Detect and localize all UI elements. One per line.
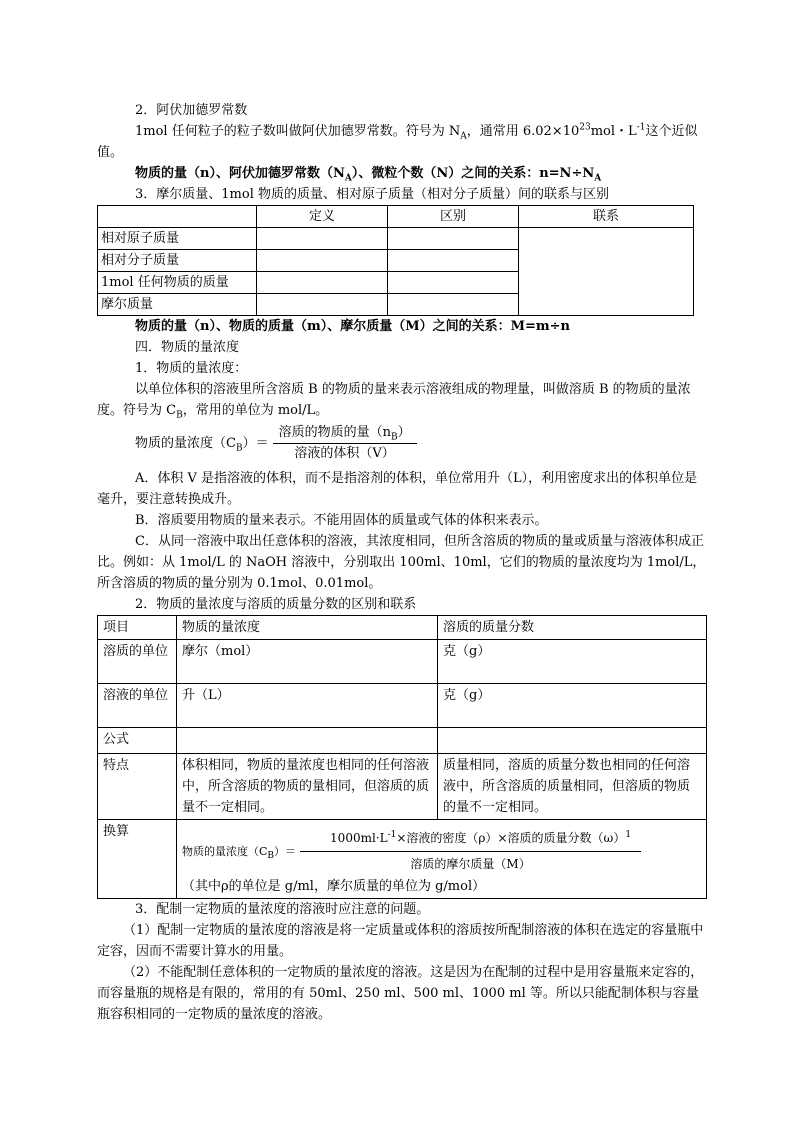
note-b: B．溶质要用物质的量来表示。不能用固体的质量或气体的体积来表示。 [135,513,548,528]
table-header-cell: 项目 [98,616,177,640]
table-cell [388,272,519,294]
subscript: B [267,851,275,862]
row-label: 公式 [98,728,177,754]
denominator: 溶质的摩尔质量（M） [410,857,531,871]
table-cell: 克（g） [438,640,707,684]
table-row [98,684,707,728]
text-run: 物质的量浓度（C [135,436,236,451]
formula-lhs [182,841,296,862]
concentration-formula [97,423,707,464]
superscript: -1 [387,830,397,840]
table-row [98,228,694,250]
text-run: 以单位体积的溶液里所含溶质 B 的物质的量来表示溶液组成的物理量，叫做溶质 B 的物质的量浓度。符号为 C [97,382,691,418]
concentration-definition [97,379,707,421]
table-header-cell: 溶质的质量分数 [438,616,707,640]
table-header-cell: 区别 [388,206,519,228]
text-run: ） [397,425,411,440]
table-cell: 克（g） [438,684,707,728]
text-run: ×溶液的密度（ρ）×溶质的质量分数（ω） [396,831,626,845]
section-heading-molar-mass: 3．摩尔质量、1mol 物质的质量、相对原子质量（相对分子质量）间的联系与区别 [135,187,609,202]
row-label: 摩尔质量 [98,294,257,316]
table-header-cell [98,206,257,228]
note-c: C．从同一溶液中取出任意体积的溶液，其浓度相同，但所含溶质的物质的量或质量与溶液体积成正比。例如：从 1mol/L 的 NaOH 溶液中，分别取出 100ml、10ml，它们的物质的量浓度均为 1mol/L，所含溶质的物质的量分别为 0.1mol、0.01mol。 [97,534,706,591]
avogadro-definition [97,121,707,163]
relation-m-m-n: 物质的量（n）、物质的质量（m）、摩尔质量（M）之间的关系：M=m÷n [135,319,570,334]
text-run: ）＝ [242,436,269,451]
numerator [273,423,417,444]
superscript: -1 [636,122,646,133]
subscript: B [176,410,183,421]
section-heading-concentration: 四．物质的量浓度 [135,340,240,355]
table-row [98,754,707,820]
text-run: ，通常用 6.02×10 [466,124,580,139]
text-run: 这个近似值。 [97,124,698,160]
fraction [273,423,417,464]
row-label: 相对分子质量 [98,250,257,272]
text-run: ，常用的单位为 mol/L。 [182,403,329,418]
subheading-preparation: 3．配制一定物质的量浓度的溶液时应注意的问题。 [135,902,430,917]
comparison-table [97,615,707,899]
text-run: 物质的量浓度（C [182,845,268,858]
text-run: 1mol 任何粒子的粒子数叫做阿伏加德罗常数。符号为 N [135,124,461,139]
table-header-cell: 物质的量浓度 [177,616,438,640]
subscript: A [594,173,602,184]
text-run: 溶质的物质的量（n [278,425,391,440]
table-cell [177,728,438,754]
table-cell: 升（L） [177,684,438,728]
section-heading-avogadro: 2．阿伏加德罗常数 [135,103,248,118]
table-cell: 质量相同，溶质的质量分数也相同的任何溶液中，所含溶质的质量相同，但溶质的物质的量不一定相同。 [438,754,707,820]
note-a: A．体积 V 是指溶液的体积，而不是指溶剂的体积，单位常用升（L），利用密度求出的体积单位是毫升，要注意转换成升。 [97,471,698,507]
text-run: mol・L [590,124,637,139]
table-row [98,728,707,754]
row-label: 换算 [98,820,177,899]
row-label: 溶质的单位 [98,640,177,684]
preparation-note-2: （2）不能配制任意体积的一定物质的量浓度的溶液。这是因为在配制的过程中是用容量瓶来定容的，而容量瓶的规格是有限的，常用的有 50ml、250 ml、500 ml、1000 ml 等。所以只能配制体积与容量瓶容积相同的一定物质的量浓度的溶液。 [97,965,704,1022]
subheading-concentration: 1．物质的量浓度： [135,361,248,376]
denominator: 溶液的体积（V） [294,446,395,461]
table-cell: 体积相同，物质的量浓度也相同的任何溶液中，所含溶质的物质的量相同，但溶质的质量不一定相同。 [177,754,438,820]
subscript: A [460,131,467,142]
superscript: 1 [625,830,632,840]
document-page [97,100,707,1025]
preparation-note-1: （1）配制一定物质的量浓度的溶液是将一定质量或体积的溶质按所配制溶液的体积在选定的容量瓶中定容，因而不需要计算水的用量。 [97,923,704,959]
table-cell [257,272,388,294]
conversion-note: （其中ρ的单位是 g/ml，摩尔质量的单位为 g/mol） [182,879,486,894]
subscript: B [390,432,398,443]
conversion-formula [182,827,701,876]
row-label: 相对原子质量 [98,228,257,250]
row-label: 1mol 任何物质的质量 [98,272,257,294]
table-cell [438,728,707,754]
table-row [98,640,707,684]
row-label: 特点 [98,754,177,820]
conversion-cell [177,820,707,899]
subscript: A [344,173,352,184]
table-header-row [98,206,694,228]
row-label: 溶液的单位 [98,684,177,728]
table-row [98,820,707,899]
table-cell [388,228,519,250]
table-cell [257,294,388,316]
text-run: ）＝ [274,845,297,858]
table-cell [257,250,388,272]
numerator [300,827,641,852]
text-run: 1000ml·L [330,831,388,845]
table-cell [388,294,519,316]
table-cell [257,228,388,250]
table-header-row [98,616,707,640]
table-cell: 摩尔（mol） [177,640,438,684]
table-cell [388,250,519,272]
fraction [300,827,641,876]
molar-mass-table [97,205,694,316]
table-header-cell: 联系 [519,206,694,228]
text-run: 物质的量（n）、阿伏加德罗常数（N [135,166,345,181]
text-run: ）、微粒个数（N）之间的关系：n=N÷N [351,166,595,181]
subheading-comparison: 2．物质的量浓度与溶质的质量分数的区别和联系 [135,597,417,612]
table-cell-merged [519,228,694,316]
subscript: B [235,443,243,454]
formula-lhs [135,433,269,454]
table-header-cell: 定义 [257,206,388,228]
superscript: 23 [579,122,591,133]
relation-n-na [97,163,707,184]
